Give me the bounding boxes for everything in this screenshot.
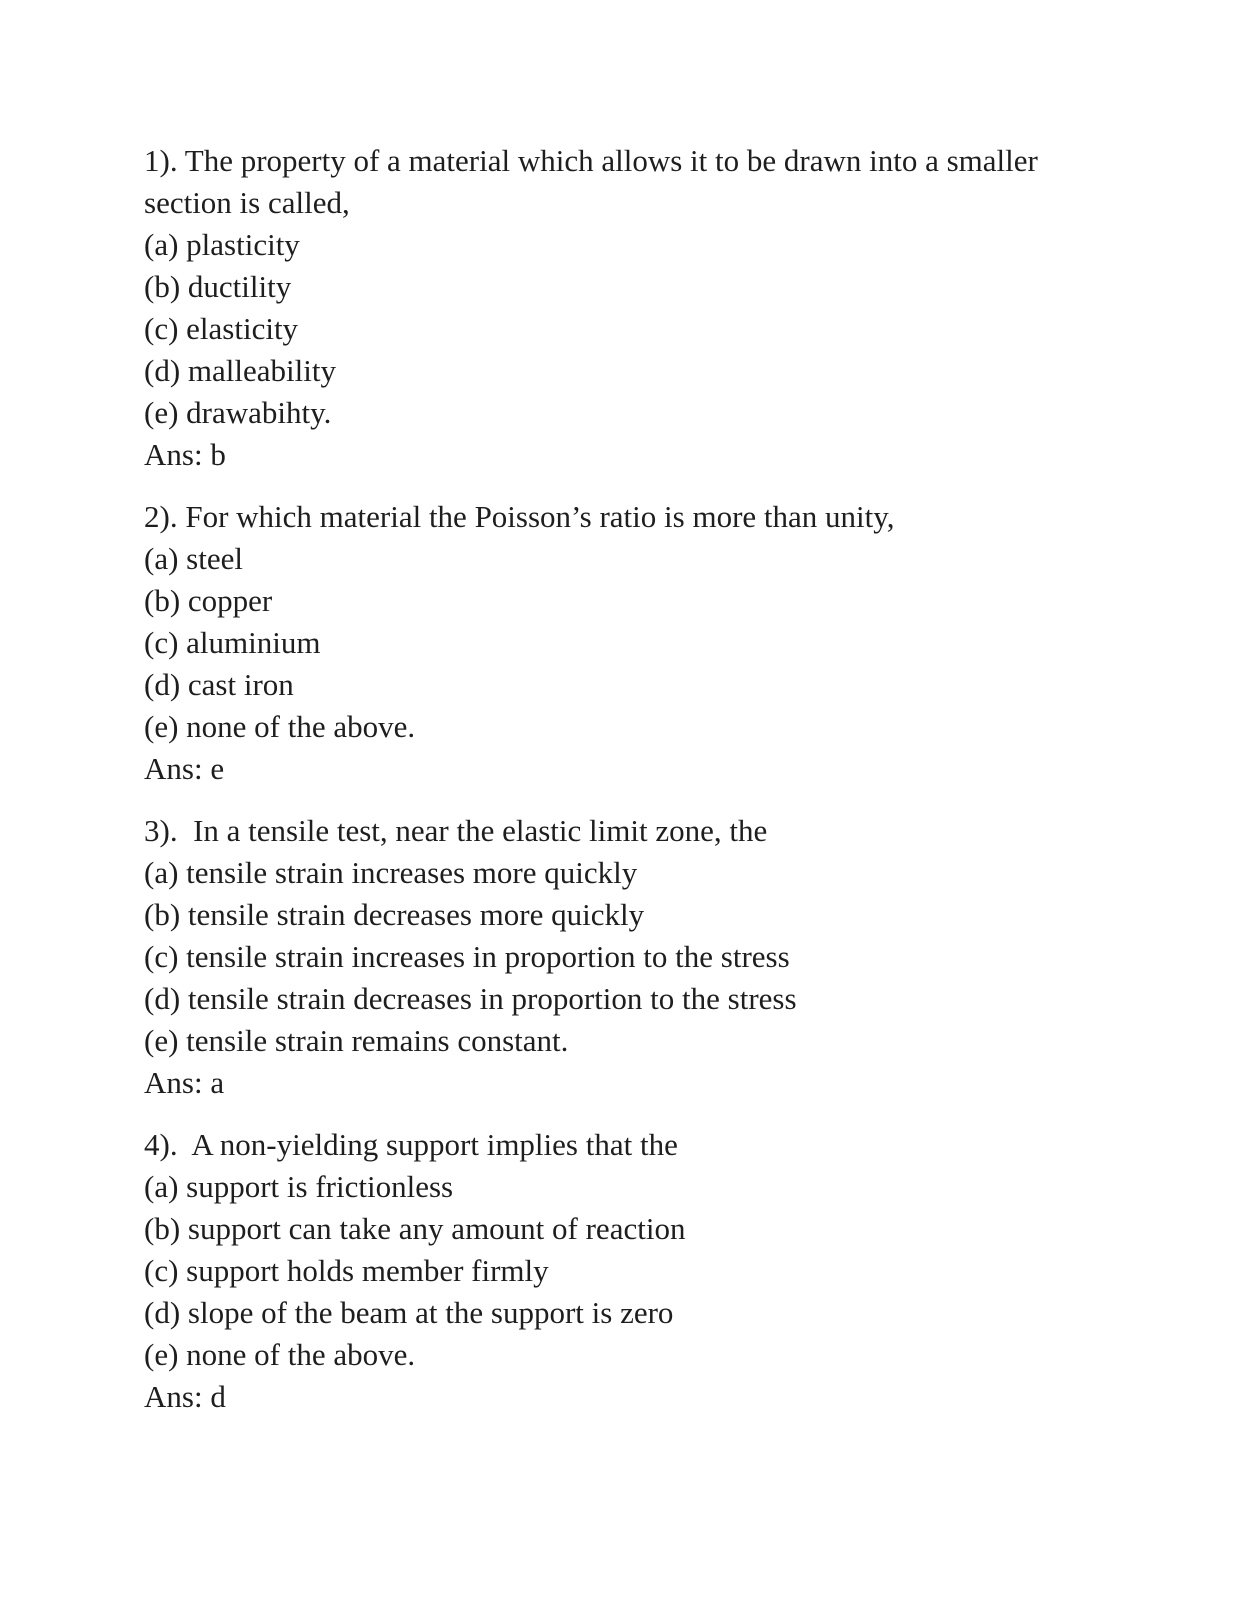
question-stem-line: 2). For which material the Poisson’s ratio is more than unity,: [144, 499, 895, 534]
answer-key: Ans: b: [144, 437, 226, 472]
answer-option: (b) copper: [144, 583, 273, 618]
answer-option: (a) steel: [144, 541, 243, 576]
question-stem-line: 1). The property of a material which allows it to be drawn into a smaller: [144, 143, 1038, 178]
answer-option: (b) tensile strain decreases more quickly: [144, 897, 645, 932]
question-2: [144, 496, 1094, 790]
answer-option: (d) slope of the beam at the support is zero: [144, 1295, 674, 1330]
answer-option: (e) none of the above.: [144, 709, 416, 744]
answer-option: (e) none of the above.: [144, 1337, 416, 1372]
question-3: [144, 810, 1094, 1104]
question-stem-line: section is called,: [144, 185, 350, 220]
answer-key: Ans: d: [144, 1379, 226, 1414]
answer-option: (c) elasticity: [144, 311, 299, 346]
answer-key: Ans: a: [144, 1065, 225, 1100]
question-stem-line: 4). A non-yielding support implies that the: [144, 1127, 678, 1162]
answer-option: (d) malleability: [144, 353, 336, 388]
answer-option: (b) support can take any amount of reaction: [144, 1211, 686, 1246]
question-4: [144, 1124, 1094, 1418]
answer-option: (b) ductility: [144, 269, 292, 304]
answer-option: (a) tensile strain increases more quickly: [144, 855, 638, 890]
answer-option: (a) support is frictionless: [144, 1169, 454, 1204]
answer-option: (c) support holds member firmly: [144, 1253, 549, 1288]
answer-option: (e) drawabihty.: [144, 395, 332, 430]
question-list: [144, 140, 1094, 1438]
answer-option: (d) cast iron: [144, 667, 294, 702]
question-1: [144, 140, 1094, 476]
answer-option: (a) plasticity: [144, 227, 300, 262]
answer-option: (e) tensile strain remains constant.: [144, 1023, 569, 1058]
question-stem-line: 3). In a tensile test, near the elastic limit zone, the: [144, 813, 768, 848]
answer-option: (c) aluminium: [144, 625, 321, 660]
answer-key: Ans: e: [144, 751, 225, 786]
answer-option: (c) tensile strain increases in proportion to the stress: [144, 939, 790, 974]
answer-option: (d) tensile strain decreases in proportion to the stress: [144, 981, 797, 1016]
